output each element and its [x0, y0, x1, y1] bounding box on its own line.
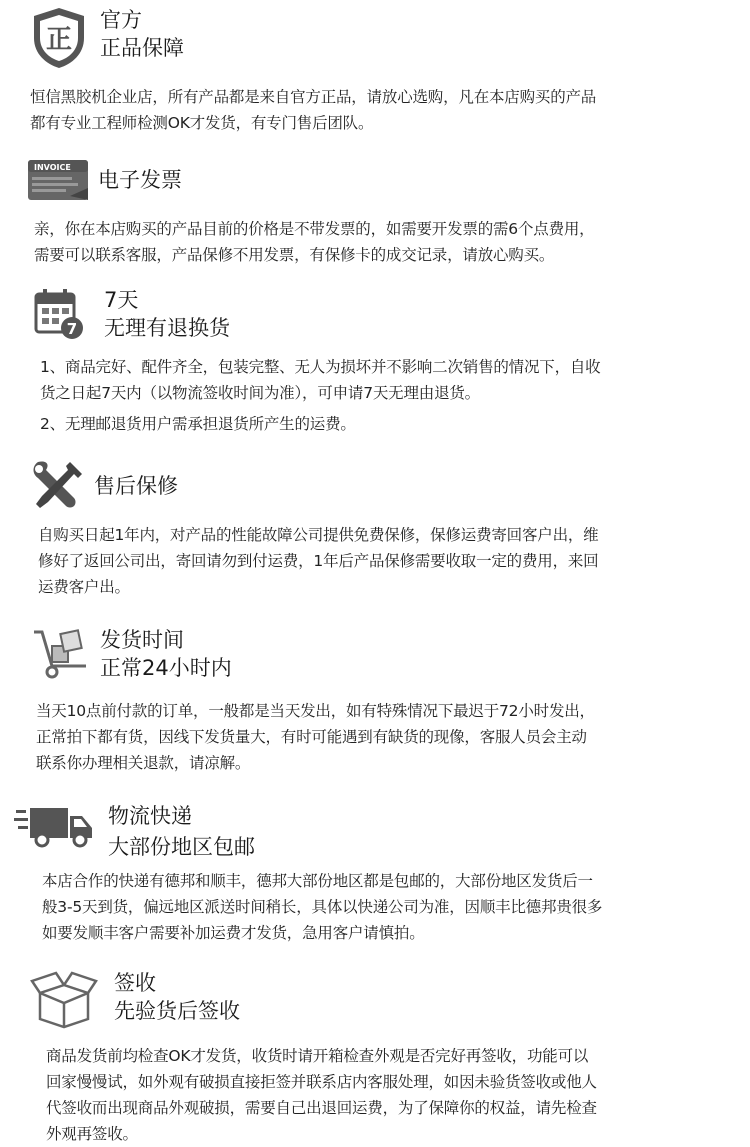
section-logistics [0, 800, 750, 960]
invoice-title: 电子发票 [98, 168, 182, 192]
svg-text:正: 正 [45, 25, 73, 55]
tools-icon [30, 458, 86, 514]
genuine-desc-line: 恒信黑胶机企业店，所有产品都是来自官方正品，请放心选购，凡在本店购买的产品 [30, 88, 597, 106]
shipping-title-line2: 正常24小时内 [100, 656, 232, 680]
signing-desc-line: 商品发货前均检查OK才发货，收货时请开箱检查外观是否完好再签收，功能可以 [46, 1047, 589, 1065]
signing-desc-line: 回家慢慢试，如外观有破损直接拒签并联系店内客服处理，如因未验货签收或他人 [46, 1073, 597, 1091]
section-returns [0, 286, 750, 446]
signing-desc-line: 代签收而出现商品外观破损，需要自己出退回运费，为了保障你的权益，请先检查 [46, 1099, 597, 1117]
returns-item-1-line: 1、商品完好、配件齐全，包装完整、无人为损坏并不影响二次销售的情况下，自收 [40, 358, 601, 376]
logistics-title-line2: 大部份地区包邮 [108, 835, 255, 859]
warranty-desc-line: 修好了返回公司出，寄回请勿到付运费，1年后产品保修需要收取一定的费用，来回 [38, 552, 599, 570]
warranty-description [38, 522, 598, 600]
invoice-icon [26, 158, 90, 202]
delivery-truck-icon [14, 804, 94, 848]
calendar-7-icon [34, 288, 84, 340]
shipping-title-line1: 发货时间 [100, 628, 184, 652]
invoice-desc-line: 亲，你在本店购买的产品目前的价格是不带发票的，如需要开发票的需6个点费用， [34, 220, 595, 238]
invoice-desc-line: 需要可以联系客服，产品保修不用发票，有保修卡的成交记录，请放心购买。 [34, 246, 555, 264]
svg-text:7: 7 [66, 320, 78, 338]
logistics-desc-line: 如要发顺丰客户需要补加运费才发货，急用客户请慎拍。 [42, 924, 425, 942]
section-invoice [0, 150, 750, 270]
genuine-description [30, 84, 596, 136]
logistics-description [42, 868, 602, 946]
hand-truck-icon [30, 626, 92, 682]
warranty-title: 售后保修 [94, 474, 178, 498]
returns-item-1 [40, 354, 600, 406]
returns-title-line2: 无理有退换货 [104, 316, 230, 340]
signing-title-line1: 签收 [114, 971, 156, 995]
section-signing [0, 965, 750, 1142]
logistics-desc-line: 般3-5天到货，偏远地区派送时间稍长，具体以快递公司为准，因顺丰比德邦贵很多 [42, 898, 603, 916]
warranty-desc-line: 运费客户出。 [38, 578, 130, 596]
shipping-desc-line: 正常拍下都有货，因线下发货量大，有时可能遇到有缺货的现像，客服人员会主动 [36, 728, 587, 746]
warranty-desc-line: 自购买日起1年内，对产品的性能故障公司提供免费保修，保修运费寄回客户出，维 [38, 526, 599, 544]
section-warranty [0, 456, 750, 606]
signing-desc-line: 外观再签收。 [46, 1125, 138, 1143]
logistics-desc-line: 本店合作的快递有德邦和顺丰，德邦大部份地区都是包邮的，大部份地区发货后一 [42, 872, 593, 890]
svg-text:INVOICE: INVOICE [34, 163, 71, 172]
returns-title-line1: 7天 [104, 288, 139, 312]
shipping-desc-line: 当天10点前付款的订单，一般都是当天发出，如有特殊情况下最迟于72小时发出， [36, 702, 595, 720]
genuine-title-line1: 官方 [100, 8, 142, 32]
shipping-description [36, 698, 595, 776]
returns-item-1-line: 货之日起7天内（以物流签收时间为准），可申请7天无理由退货。 [40, 384, 480, 402]
section-shipping-time [0, 620, 750, 770]
logistics-title-line1: 物流快递 [108, 804, 192, 828]
returns-item-2 [40, 411, 356, 437]
signing-title-line2: 先验货后签收 [114, 999, 240, 1023]
genuine-title-line2: 正品保障 [100, 36, 184, 60]
signing-description [46, 1043, 597, 1147]
shipping-desc-line: 联系你办理相关退款，请凉解。 [36, 754, 251, 772]
shield-genuine-icon [30, 6, 88, 70]
returns-item-2-line: 2、无理邮退货用户需承担退货所产生的运费。 [40, 415, 356, 433]
section-genuine [0, 0, 750, 140]
invoice-description [34, 216, 594, 268]
genuine-desc-line: 都有专业工程师检测OK才发货，有专门售后团队。 [30, 114, 374, 132]
open-box-icon [30, 971, 98, 1029]
